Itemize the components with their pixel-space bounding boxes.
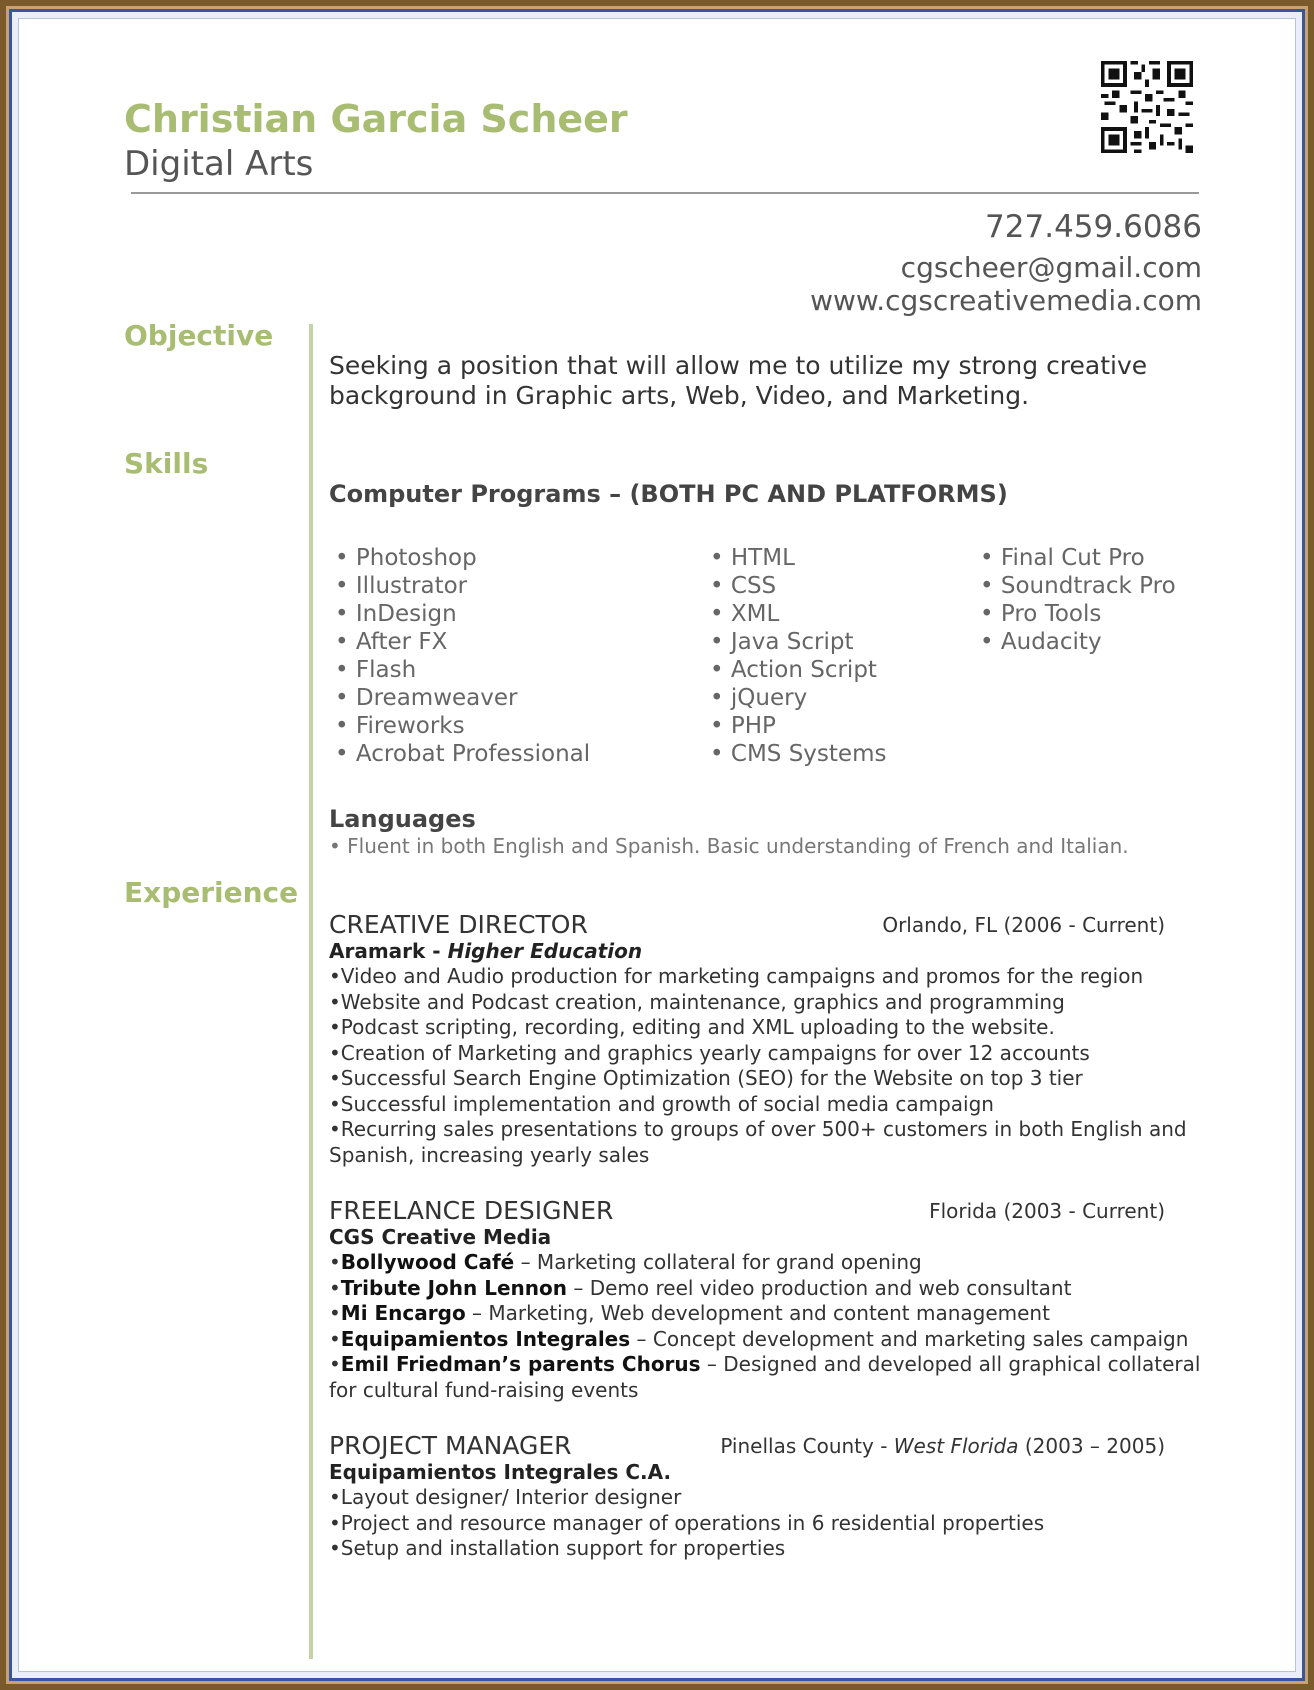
skill-item: • Java Script [710,628,886,656]
list-item: • Podcast scripting, recording, editing and XML uploading to the website. [329,1015,1209,1041]
skills-programs-heading: Computer Programs – (BOTH PC AND PLATFORMS) [329,480,1008,508]
header-divider [131,192,1199,194]
skill-item: • jQuery [710,684,886,712]
list-item: • Successful implementation and growth of social media campaign [329,1092,1209,1118]
list-item [329,1352,1209,1403]
job-title-freelance-designer: FREELANCE DESIGNER [329,1196,614,1225]
skill-item: • Acrobat Professional [335,740,590,768]
skill-item: • Soundtrack Pro [980,572,1176,600]
job-title-creative-director: CREATIVE DIRECTOR [329,910,588,939]
list-item: • Setup and installation support for properties [329,1536,1209,1562]
section-divider-line [309,324,313,1659]
client-description: – Demo reel video production and web consultant [567,1275,1072,1300]
skills-column-1 [335,544,590,768]
qr-code-icon [1101,61,1193,153]
job-org-separator: - [425,939,448,963]
skill-item: • CMS Systems [710,740,886,768]
resume-subtitle: Digital Arts [124,144,314,184]
resume-page [18,18,1296,1672]
job-organization: CGS Creative Media [329,1225,552,1249]
list-item [329,1250,1209,1276]
job-organization: Equipamientos Integrales C.A. [329,1460,672,1484]
list-item [329,1276,1209,1302]
skill-item: • Illustrator [335,572,590,600]
skill-item: • CSS [710,572,886,600]
client-name: Equipamientos Integrales [340,1326,631,1351]
list-item: • Creation of Marketing and graphics yearly campaigns for over 12 accounts [329,1041,1209,1067]
objective-text: Seeking a position that will allow me to utilize my strong creative background in Graphic arts, Web, Video, and Marketing. [329,351,1148,410]
skill-item: • XML [710,600,886,628]
list-item [329,1327,1209,1353]
job-location [720,1434,1165,1458]
contact-email: cgscheer@gmail.com [900,251,1202,284]
section-label-skills: Skills [124,447,209,480]
client-name: Bollywood Café [340,1250,515,1274]
job-location-prefix: Pinellas County - [720,1434,894,1458]
skill-item: • Fireworks [335,712,590,740]
skill-item: • Dreamweaver [335,684,590,712]
list-item: • Successful Search Engine Optimization (SEO) for the Website on top 3 tier [329,1066,1209,1092]
client-description: – Concept development and marketing sales campaign [630,1326,1189,1351]
skill-item: • InDesign [335,600,590,628]
skill-item: • HTML [710,544,886,572]
skill-item: • Action Script [710,656,886,684]
client-description: – Marketing collateral for grand opening [514,1250,922,1274]
list-item: • Website and Podcast creation, maintenance, graphics and programming [329,990,1209,1016]
job-organization [329,939,642,963]
skill-item: • Photoshop [335,544,590,572]
contact-website: www.cgscreativemedia.com [810,284,1202,317]
client-description: – Marketing, Web development and content management [465,1301,1050,1325]
section-label-experience: Experience [124,876,299,909]
list-item: • Video and Audio production for marketing campaigns and promos for the region [329,964,1209,990]
section-label-objective: Objective [124,319,274,352]
list-item: • Project and resource manager of operations in 6 residential properties [329,1511,1209,1537]
languages-heading: Languages [329,805,476,833]
contact-phone: 727.459.6086 [985,209,1202,245]
job-bullets-freelance-designer [329,1250,1209,1403]
job-org-detail: Higher Education [447,939,643,963]
languages-text: • Fluent in both English and Spanish. Basic understanding of French and Italian. [329,834,1129,858]
skill-item: • Final Cut Pro [980,544,1176,572]
resume-name: Christian Garcia Scheer [124,97,628,141]
skill-item: • Audacity [980,628,1176,656]
job-org-name: Aramark [329,939,426,963]
client-name: Tribute John Lennon [340,1275,567,1300]
job-location: Florida (2003 - Current) [929,1199,1165,1223]
list-item: • Recurring sales presentations to groups of over 500+ customers in both English and Spanish, increasing yearly sales [329,1117,1209,1168]
job-location: Orlando, FL (2006 - Current) [882,913,1165,937]
skill-item: • Pro Tools [980,600,1176,628]
job-title-project-manager: PROJECT MANAGER [329,1431,572,1460]
skill-item: • PHP [710,712,886,740]
skills-column-3 [980,544,1176,656]
skills-column-2 [710,544,886,768]
skill-item: • Flash [335,656,590,684]
client-name: Emil Friedman’s parents Chorus [340,1352,701,1376]
list-item: • Layout designer/ Interior designer [329,1485,1209,1511]
client-description: – Designed and developed all graphical collateral for cultural fund-raising events [329,1352,1201,1402]
client-name: Mi Encargo [340,1301,466,1325]
job-bullets-project-manager [329,1485,1209,1562]
skill-item: • After FX [335,628,590,656]
job-bullets-creative-director [329,964,1209,1168]
job-location-dates: (2003 – 2005) [1018,1434,1165,1458]
list-item [329,1301,1209,1327]
job-location-region: West Florida [893,1434,1019,1458]
